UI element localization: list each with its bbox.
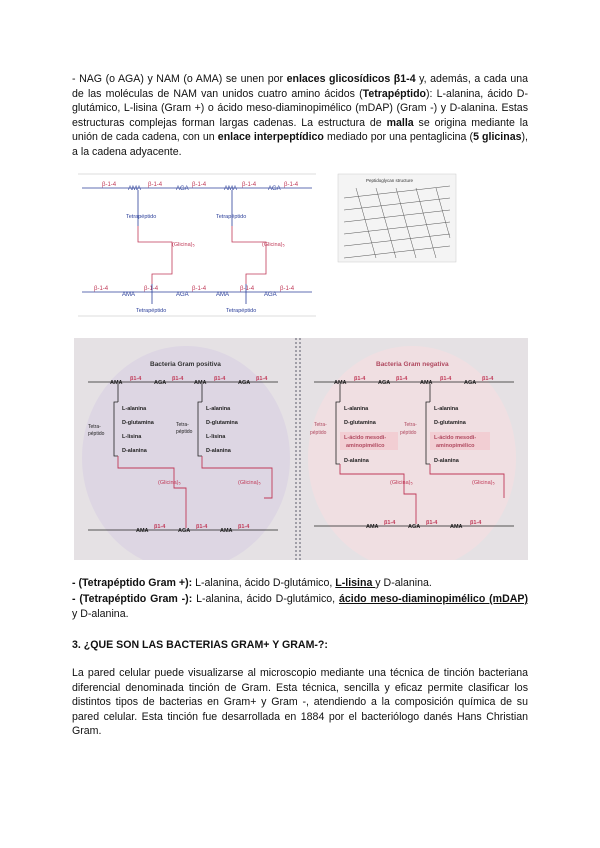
- underlined-term: ácido meso-diaminopimélico (mDAP): [338, 593, 528, 605]
- beta-label: β-1-4: [240, 286, 255, 292]
- beta-label: β-1-4: [144, 286, 159, 292]
- glicina-label: (Glicina)₅: [390, 480, 413, 486]
- glicina-label: (Glicina)₅: [172, 242, 195, 248]
- ama-label: AMA: [110, 380, 123, 386]
- amino-acid-label: D-glutamina: [344, 420, 376, 426]
- ama-label: AMA: [450, 524, 463, 530]
- gram-positive-negative-figure: [74, 338, 528, 560]
- amino-acid-label: D-alanina: [122, 448, 147, 454]
- text: y D-alanina.: [375, 577, 432, 589]
- beta-label: β1-4: [172, 376, 184, 382]
- beta-label: β-1-4: [284, 182, 299, 188]
- tetrapeptide-label: Tetrapéptido: [216, 214, 247, 220]
- peptido-label: péptido: [176, 429, 193, 435]
- beta-label: β1-4: [196, 524, 208, 530]
- glicina-label: (Glicina)₅: [158, 480, 181, 486]
- gram-positive-title: Bacteria Gram positiva: [150, 361, 221, 368]
- amino-acid-label: D-alanina: [434, 458, 459, 464]
- gram-negative-title: Bacteria Gram negativa: [376, 361, 449, 368]
- text: ), a la cadena adyacente.: [72, 131, 528, 158]
- aga-label: AGA: [238, 380, 251, 386]
- peptido-label: péptido: [310, 430, 327, 436]
- ama-label: AMA: [216, 292, 230, 298]
- aga-label: AGA: [176, 292, 189, 298]
- peptidoglycan-schematic-figure: [76, 168, 528, 318]
- lattice-title: Peptidoglycan structure: [366, 178, 414, 183]
- beta-label: β1-4: [130, 376, 142, 382]
- intro-paragraph: [72, 72, 528, 160]
- amino-acid-label: D-glutamina: [206, 420, 238, 426]
- beta-label: β-1-4: [192, 286, 207, 292]
- bold-term: malla: [386, 116, 414, 129]
- aga-label: AGA: [378, 380, 391, 386]
- tetra-label: Tetra-: [404, 422, 417, 428]
- amino-acid-label: D-glutamina: [434, 420, 466, 426]
- text: y, además, a cada una de las moléculas de NAM van unidos cuatro amino ácidos (: [72, 73, 529, 100]
- aga-label: AGA: [268, 186, 281, 192]
- beta-label: β-1-4: [94, 286, 109, 292]
- text: L-alanina, ácido D-glutámico,: [192, 577, 336, 589]
- tetrapeptide-gram-positive: [72, 576, 528, 591]
- beta-label: β1-4: [354, 376, 366, 382]
- text: y D-alanina.: [72, 607, 129, 620]
- amino-acid-label: D-glutamina: [122, 420, 154, 426]
- beta-label: β1-4: [396, 376, 408, 382]
- ama-label: AMA: [420, 380, 433, 386]
- text: se origina mediante la unión de cada cadena, con un: [72, 116, 528, 144]
- text: - NAG (o AGA) y NAM (o AMA) se unen por: [72, 73, 287, 85]
- beta-label: β-1-4: [280, 286, 295, 292]
- ama-label: AMA: [224, 186, 238, 192]
- bold-term: - (Tetrapéptido Gram +):: [72, 577, 193, 589]
- peptido-label: péptido: [88, 431, 105, 437]
- aga-label: AGA: [154, 380, 167, 386]
- ama-label: AMA: [194, 380, 207, 386]
- beta-label: β1-4: [470, 520, 482, 526]
- tetra-label: Tetra-: [314, 422, 327, 428]
- amino-acid-label: L-alanina: [344, 406, 369, 412]
- beta-label: β-1-4: [192, 182, 207, 188]
- tetra-label: Tetra-: [176, 422, 189, 428]
- aga-label: AGA: [178, 528, 191, 534]
- text: L-alanina, ácido D-glutámico,: [192, 593, 339, 605]
- beta-label: β-1-4: [242, 182, 257, 188]
- aga-label: AGA: [176, 186, 189, 192]
- ama-label: AMA: [136, 528, 149, 534]
- ama-label: AMA: [122, 292, 136, 298]
- beta-label: β1-4: [214, 376, 226, 382]
- tetra-label: Tetra-: [88, 424, 101, 430]
- peptidoglycan-lattice-image: [338, 174, 456, 262]
- amino-acid-label: L-alanina: [206, 406, 231, 412]
- bold-term: 5 glicinas: [473, 131, 522, 144]
- beta-label: β-1-4: [102, 182, 117, 188]
- section-heading: 3. ¿QUE SON LAS BACTERIAS GRAM+ Y GRAM-?:: [72, 639, 328, 651]
- amino-acid-label: L-ácido mesodi-: [344, 435, 387, 441]
- bold-term: enlace interpeptídico: [217, 131, 324, 144]
- glicina-label: (Glicina)₅: [262, 242, 285, 248]
- beta-label: β1-4: [256, 376, 268, 382]
- aga-label: AGA: [464, 380, 477, 386]
- text: ): L-alanina, ácido D-glutámico, L-lisina (Gram +) o ácido meso-diaminopimélico (mDAP) (Gram -) y D-alanina. Estas estructuras complejas forman largas cadenas. La estructura de: [72, 87, 528, 129]
- bold-term: enlaces glicosídicos β1-4: [286, 73, 416, 85]
- bold-term: - (Tetrapéptido Gram -):: [72, 593, 193, 605]
- beta-label: β1-4: [154, 524, 166, 530]
- beta-label: β1-4: [482, 376, 494, 382]
- tetrapeptide-gram-negative: [72, 592, 528, 621]
- ama-label: AMA: [366, 524, 379, 530]
- amino-acid-label: L-lisina: [206, 434, 226, 440]
- amino-acid-label: D-alanina: [344, 458, 369, 464]
- amino-acid-label: L-lisina: [122, 434, 142, 440]
- aga-label: AGA: [264, 292, 277, 298]
- beta-label: β1-4: [384, 520, 396, 526]
- glicina-label: (Glicina)₅: [472, 480, 495, 486]
- tetrapeptide-label: Tetrapéptido: [226, 308, 257, 314]
- amino-acid-label: aminopimélico: [346, 443, 385, 449]
- section-body: La pared celular puede visualizarse al microscopio mediante una técnica de tinción bacteriana diferencial denominada tinción de Gram. Esta técnica, sencilla y eficaz permite clasificar los distintos tipos de bacterias en Gram+ y Gram -, atendiendo a la composición química de su pared celular. Esta tinción fue desarrollada en 1884 por el bacteriólogo danés Hans Christian Gram.: [72, 667, 528, 738]
- amino-acid-label: aminopimélico: [436, 443, 475, 449]
- bold-term: Tetrapéptido: [362, 87, 427, 100]
- tetrapeptide-label: Tetrapéptido: [126, 214, 157, 220]
- beta-label: β1-4: [440, 376, 452, 382]
- glicina-label: (Glicina)₅: [238, 480, 261, 486]
- beta-label: β-1-4: [148, 182, 163, 188]
- peptido-label: péptido: [400, 430, 417, 436]
- beta-label: β1-4: [238, 524, 250, 530]
- amino-acid-label: L-ácido mesodi-: [434, 435, 477, 441]
- beta-label: β1-4: [426, 520, 438, 526]
- ama-label: AMA: [128, 186, 142, 192]
- underlined-term: L-lisina: [335, 577, 376, 589]
- amino-acid-label: D-alanina: [206, 448, 231, 454]
- aga-label: AGA: [408, 524, 421, 530]
- amino-acid-label: L-alanina: [434, 406, 459, 412]
- tetrapeptide-label: Tetrapéptido: [136, 308, 167, 314]
- ama-label: AMA: [220, 528, 233, 534]
- amino-acid-label: L-alanina: [122, 406, 147, 412]
- text: mediado por una pentaglicina (: [323, 131, 474, 144]
- ama-label: AMA: [334, 380, 347, 386]
